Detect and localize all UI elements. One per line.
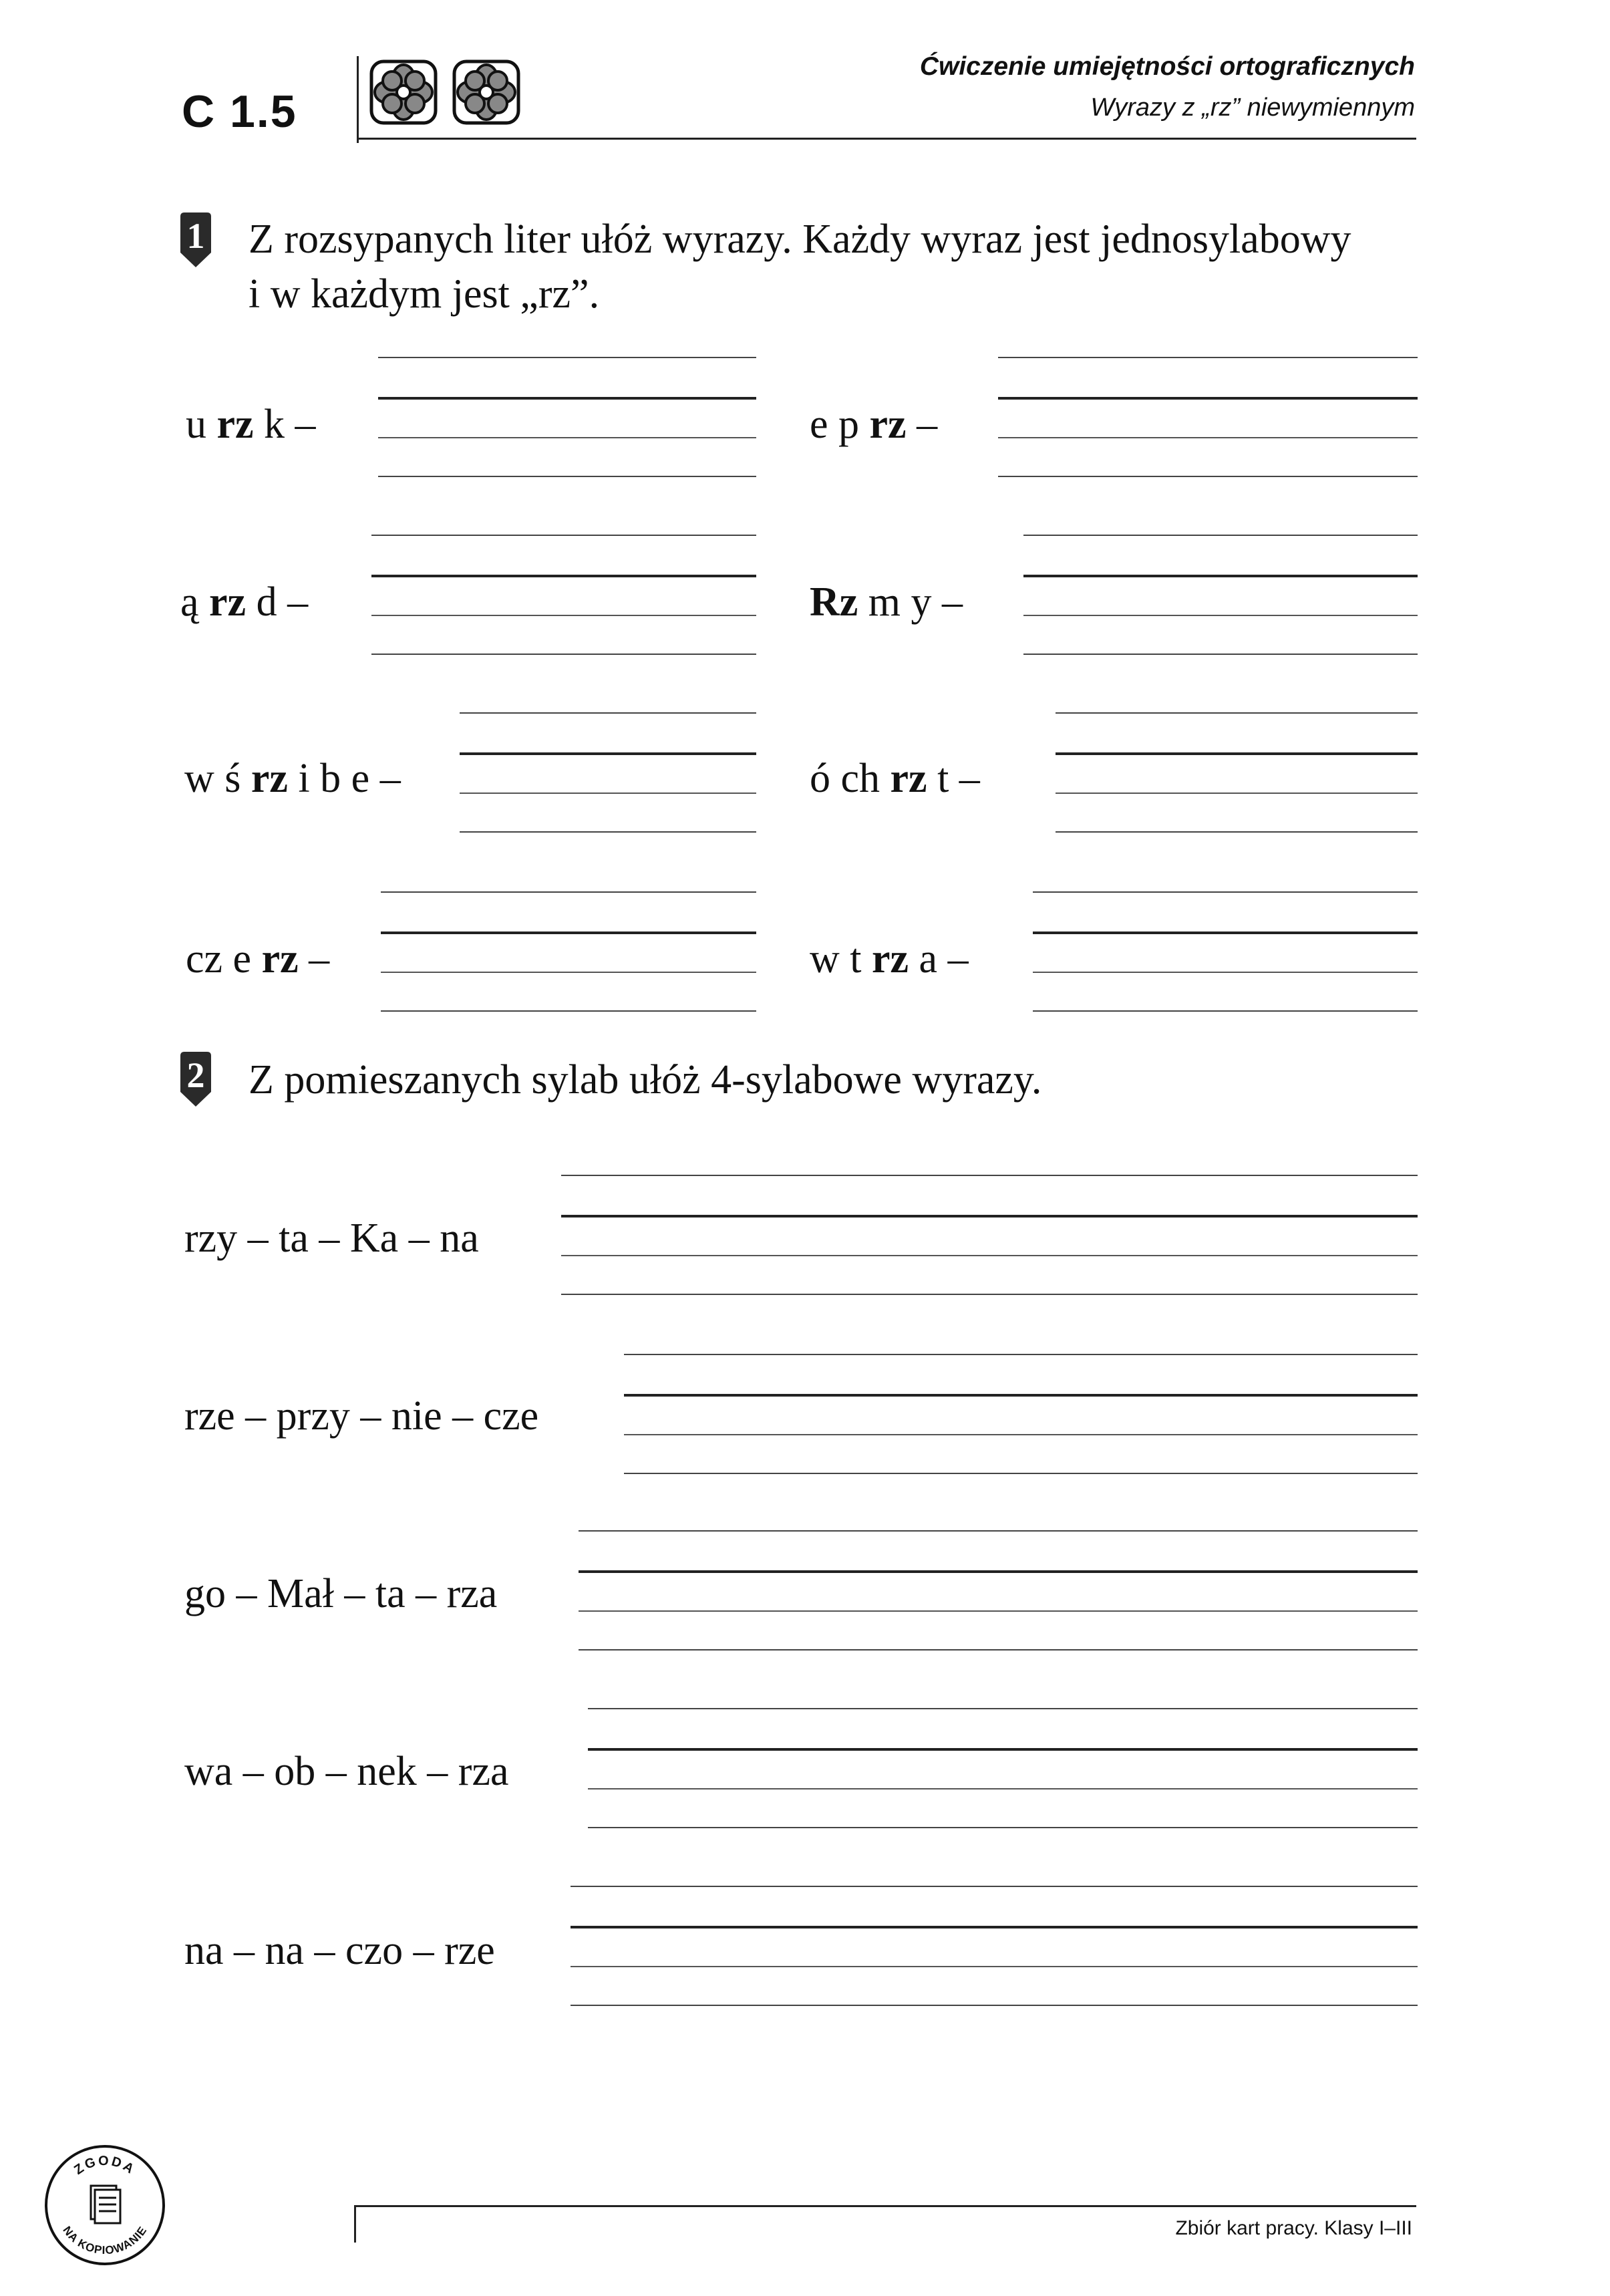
writing-line[interactable] (1056, 712, 1418, 714)
letters-before: w t (810, 936, 872, 982)
writing-line[interactable] (561, 1215, 1418, 1217)
rz-digraph: rz (872, 936, 909, 982)
page-code: C 1.5 (182, 86, 297, 137)
writing-line[interactable] (998, 476, 1418, 477)
letters-after: d – (246, 579, 309, 625)
writing-line[interactable] (378, 437, 756, 438)
writing-line[interactable] (624, 1394, 1418, 1397)
rz-digraph: Rz (810, 579, 858, 625)
footer-divider-vertical (354, 2205, 356, 2243)
writing-line[interactable] (1033, 972, 1418, 973)
scrambled-letters (810, 579, 963, 626)
writing-line[interactable] (1033, 1010, 1418, 1012)
letters-before: ą (180, 579, 210, 625)
letters-after: – (298, 936, 330, 982)
mixed-syllables: wa – ob – nek – rza (184, 1749, 509, 1794)
writing-line[interactable] (624, 1473, 1418, 1474)
svg-text:ZGODA (71, 2154, 138, 2178)
writing-line[interactable] (588, 1827, 1418, 1828)
writing-line[interactable] (1023, 575, 1418, 577)
exercise-2-instruction: Z pomieszanych sylab ułóż 4-sylabowe wyrazy. (249, 1057, 1042, 1103)
letters-before: e p (810, 402, 870, 447)
writing-line[interactable] (571, 1886, 1418, 1887)
stamp-bottom-text: NA KOPIOWANIE (60, 2224, 150, 2257)
rz-digraph: rz (251, 756, 288, 801)
letters-after: t – (927, 756, 980, 801)
header-divider-vertical (357, 56, 359, 143)
writing-line[interactable] (381, 972, 756, 973)
rz-digraph: rz (869, 402, 907, 447)
writing-line[interactable] (1056, 793, 1418, 794)
writing-line[interactable] (579, 1649, 1418, 1651)
scrambled-letters (186, 401, 316, 448)
writing-line[interactable] (571, 1966, 1418, 1967)
mixed-syllables: na – na – czo – rze (184, 1928, 495, 1973)
writing-line[interactable] (460, 712, 756, 714)
writing-line[interactable] (1033, 891, 1418, 893)
writing-line[interactable] (588, 1708, 1418, 1709)
writing-line[interactable] (579, 1570, 1418, 1573)
writing-line[interactable] (588, 1748, 1418, 1751)
writing-line[interactable] (1023, 535, 1418, 536)
writing-line[interactable] (371, 575, 756, 577)
writing-line[interactable] (378, 397, 756, 400)
writing-line[interactable] (378, 476, 756, 477)
exercise-1-instruction-line1: Z rozsypanych liter ułóż wyrazy. Każdy wyraz jest jednosylabowy (249, 217, 1351, 262)
writing-line[interactable] (378, 357, 756, 358)
letters-before: cz e (186, 936, 262, 982)
writing-line[interactable] (460, 831, 756, 833)
svg-text:NA KOPIOWANIE (60, 2224, 149, 2257)
writing-line[interactable] (371, 615, 756, 616)
letters-before: ó ch (810, 756, 891, 801)
writing-line[interactable] (381, 931, 756, 934)
writing-line[interactable] (624, 1434, 1418, 1435)
writing-line[interactable] (998, 357, 1418, 358)
writing-line[interactable] (571, 2005, 1418, 2006)
writing-line[interactable] (371, 654, 756, 655)
writing-line[interactable] (561, 1255, 1418, 1256)
scrambled-letters (184, 755, 401, 803)
stamp-top-text: ZGODA (71, 2153, 138, 2178)
exercise-2-badge (178, 1050, 214, 1108)
rz-digraph: rz (209, 579, 247, 625)
writing-line[interactable] (1033, 931, 1418, 934)
writing-line[interactable] (1056, 752, 1418, 755)
writing-line[interactable] (561, 1294, 1418, 1295)
rz-digraph: rz (216, 402, 254, 447)
mixed-syllables: go – Mał – ta – rza (184, 1571, 498, 1616)
footer-divider-horizontal (354, 2205, 1416, 2207)
exercise-1-instruction-line2: i w każdym jest „rz”. (249, 271, 600, 317)
difficulty-flower-icon (452, 59, 521, 126)
writing-line[interactable] (381, 891, 756, 893)
copies-icon (91, 2186, 120, 2223)
scrambled-letters (810, 401, 937, 448)
writing-line[interactable] (998, 437, 1418, 438)
writing-line[interactable] (1023, 654, 1418, 655)
writing-line[interactable] (561, 1175, 1418, 1176)
letters-after: – (906, 402, 938, 447)
mixed-syllables: rze – przy – nie – cze (184, 1393, 539, 1439)
scrambled-letters (186, 936, 329, 983)
writing-line[interactable] (1023, 615, 1418, 616)
copy-permission-stamp (41, 2142, 168, 2269)
writing-line[interactable] (371, 535, 756, 536)
letters-before: u (186, 402, 217, 447)
header-divider-horizontal (357, 138, 1416, 140)
letters-after: a – (909, 936, 969, 982)
writing-line[interactable] (460, 752, 756, 755)
writing-line[interactable] (571, 1926, 1418, 1928)
letters-after: k – (253, 402, 316, 447)
header-title: Ćwiczenie umiejętności ortograficznych (919, 52, 1415, 81)
rz-digraph: rz (261, 936, 299, 982)
writing-line[interactable] (588, 1788, 1418, 1789)
writing-line[interactable] (460, 793, 756, 794)
letters-before: w ś (184, 756, 251, 801)
writing-line[interactable] (381, 1010, 756, 1012)
writing-line[interactable] (624, 1354, 1418, 1355)
footer-book-title: Zbiór kart pracy. Klasy I–III (1175, 2217, 1412, 2239)
header-subtitle: Wyrazy z „rz” niewymiennym (1090, 94, 1415, 122)
mixed-syllables: rzy – ta – Ka – na (184, 1215, 479, 1261)
writing-line[interactable] (579, 1530, 1418, 1532)
writing-line[interactable] (579, 1610, 1418, 1612)
exercise-1-badge (178, 211, 214, 269)
letters-after: i b e – (287, 756, 401, 801)
scrambled-letters (180, 579, 308, 626)
letters-after: m y – (858, 579, 963, 625)
scrambled-letters (810, 755, 980, 803)
rz-digraph: rz (890, 756, 927, 801)
writing-line[interactable] (1056, 831, 1418, 833)
exercise-number: 2 (186, 1055, 205, 1095)
difficulty-flower-icon (369, 59, 438, 126)
exercise-number: 1 (186, 216, 205, 256)
writing-line[interactable] (998, 397, 1418, 400)
scrambled-letters (810, 936, 969, 983)
